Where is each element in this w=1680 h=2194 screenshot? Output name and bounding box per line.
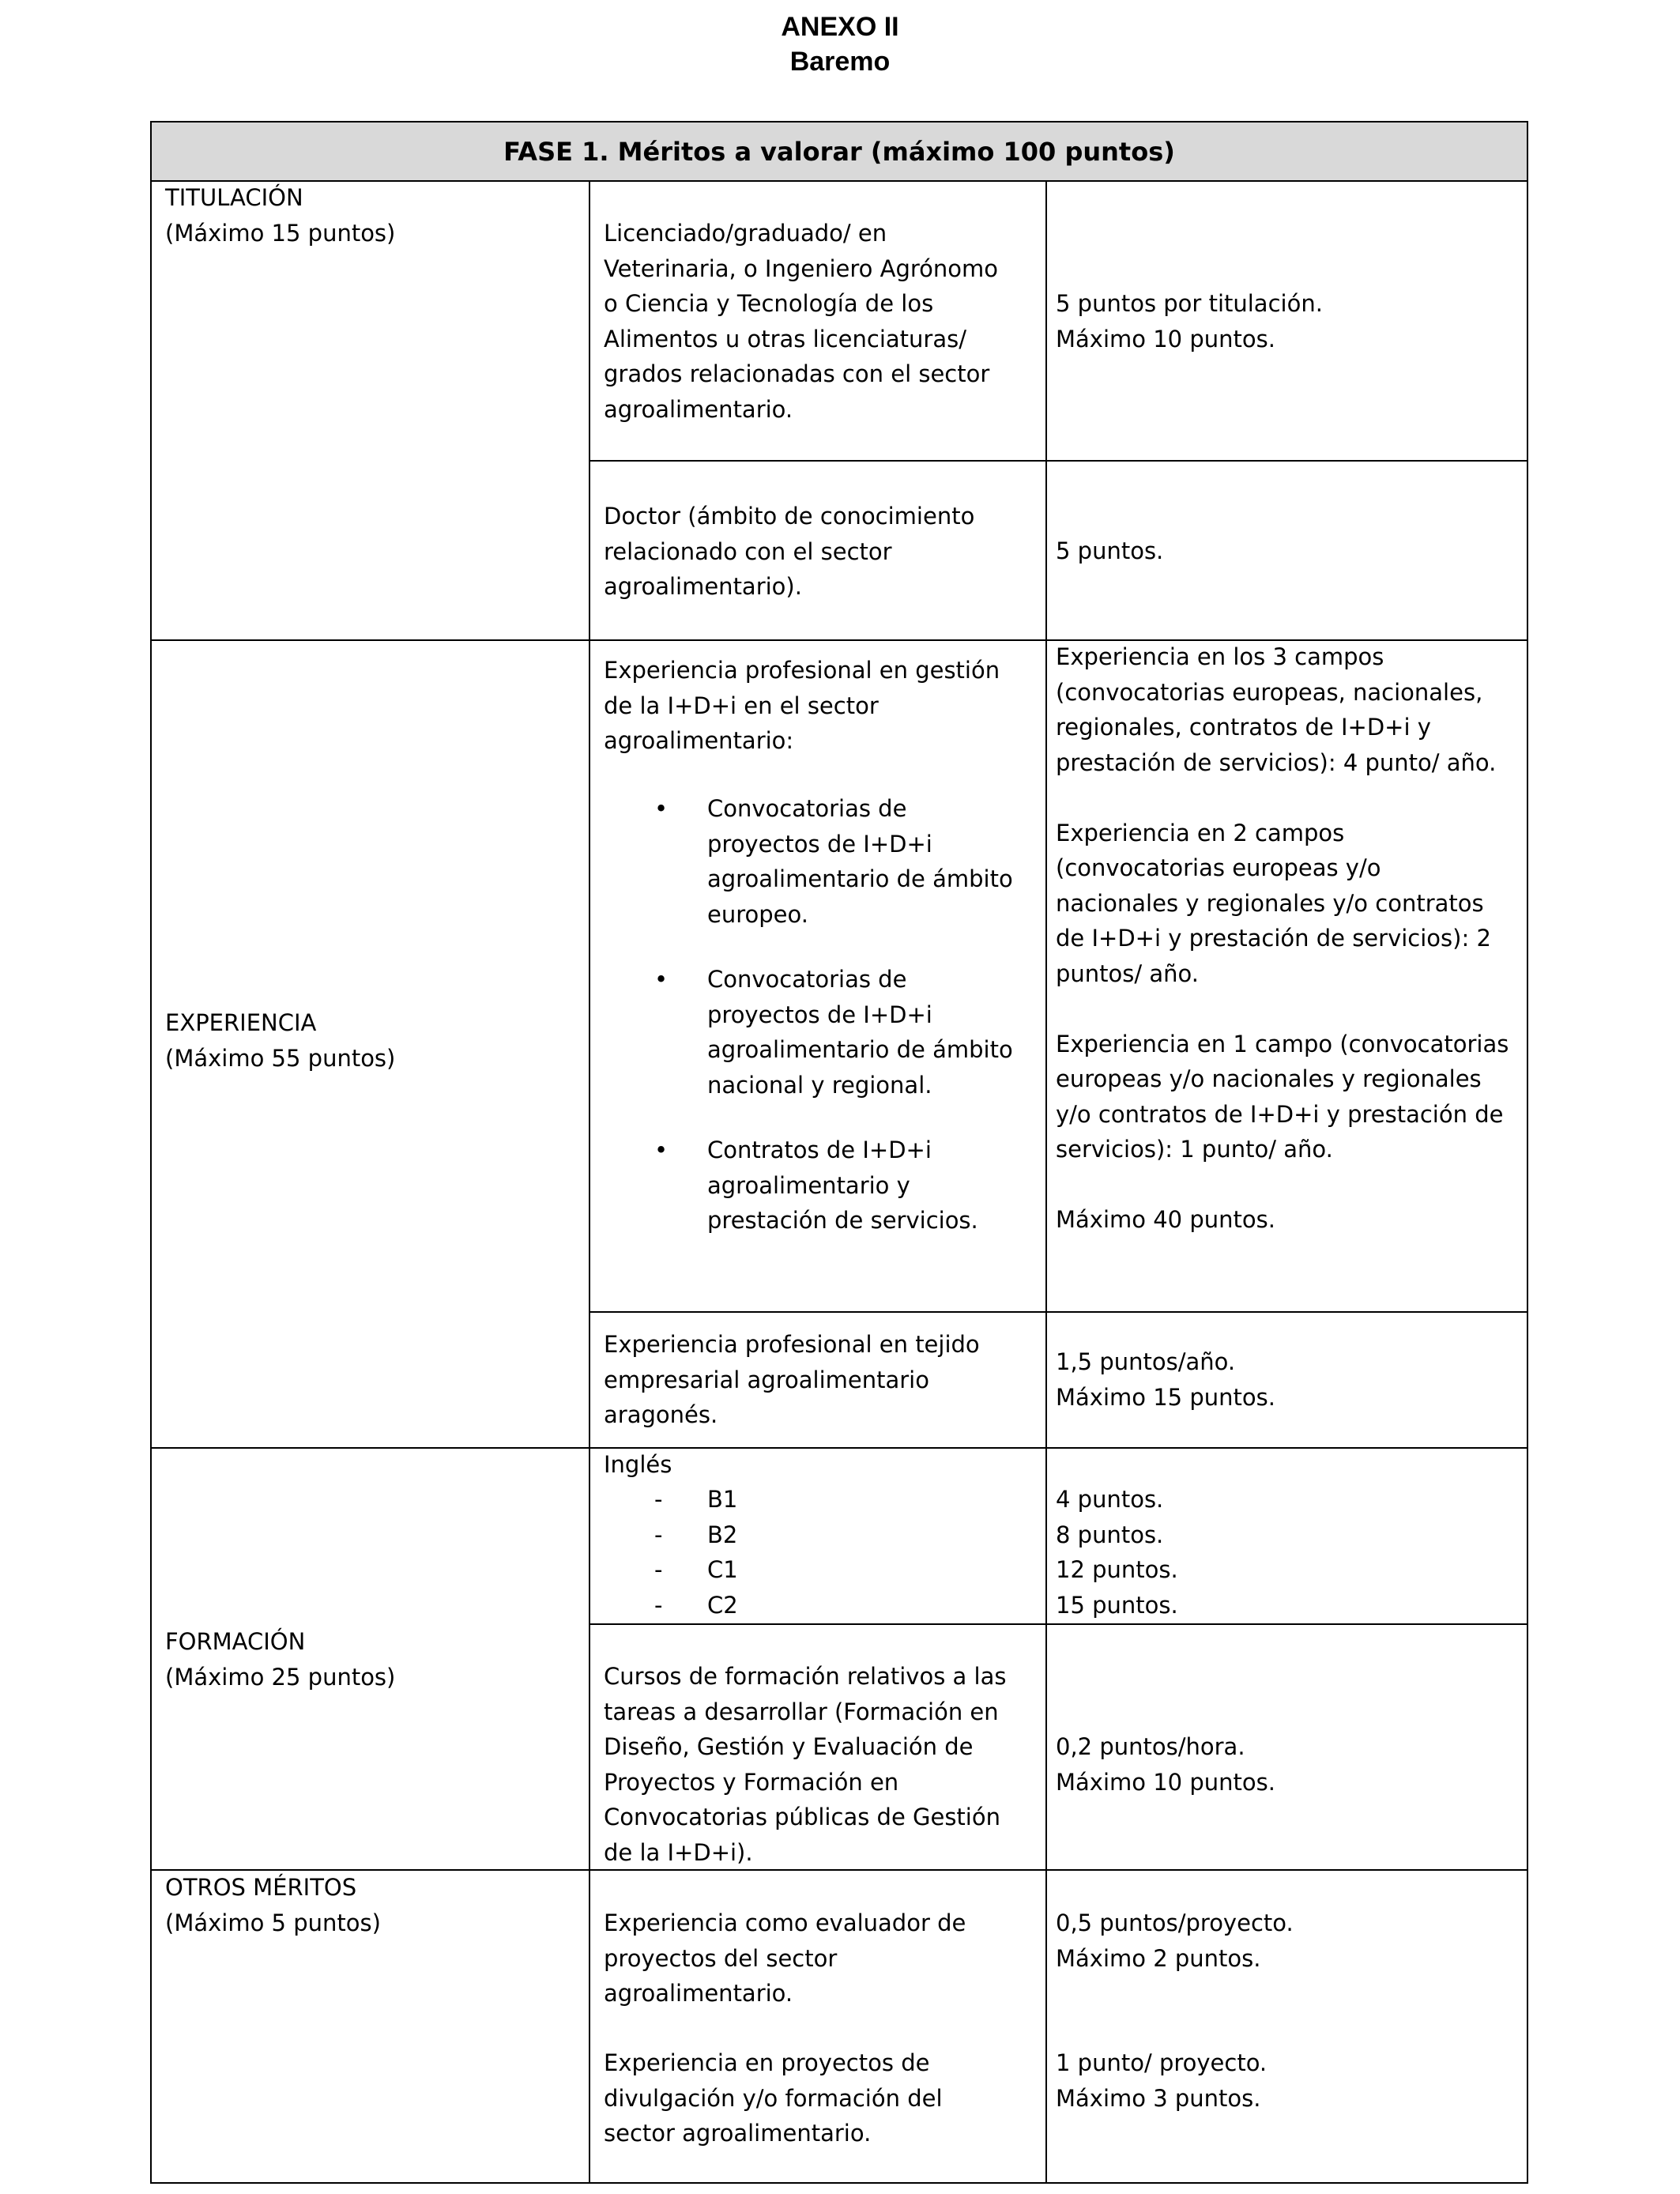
score-cursos-formacion: 0,2 puntos/hora. Máximo 10 puntos. bbox=[1056, 1733, 1275, 1796]
dash-icon: - bbox=[654, 1591, 663, 1619]
merit-evaluador: Experiencia como evaluador de proyectos del sector agroalimentario. bbox=[604, 1909, 966, 2007]
score-evaluador: 0,5 puntos/proyecto. Máximo 2 puntos. bbox=[1056, 1909, 1294, 1972]
bullet-text: Convocatorias de proyectos de I+D+i agroalimentario de ámbito europeo. bbox=[707, 795, 1013, 928]
page-subtitle: Baremo bbox=[789, 47, 891, 77]
list-item bbox=[604, 791, 1046, 932]
row-divider-doctor bbox=[589, 460, 1527, 462]
bullet-text: Convocatorias de proyectos de I+D+i agroalimentario de ámbito nacional y regional. bbox=[707, 966, 1013, 1099]
merit-divulgacion: Experiencia en proyectos de divulgación y/o formación del sector agroalimentario. bbox=[604, 2049, 943, 2147]
list-item bbox=[604, 1482, 1046, 1517]
row-divider-cursos bbox=[589, 1623, 1527, 1625]
level-label: C1 bbox=[707, 1556, 738, 1583]
column-divider-1 bbox=[589, 180, 590, 2182]
ingles-levels-list bbox=[604, 1482, 1046, 1623]
row-divider-tejido bbox=[589, 1311, 1527, 1313]
merit-gestion-idi: Experiencia profesional en gestión de la I+D+i en el sector agroalimentario: bbox=[604, 657, 1000, 754]
category-otros-meritos: OTROS MÉRITOS (Máximo 5 puntos) bbox=[165, 1874, 381, 1936]
list-item bbox=[604, 962, 1046, 1103]
score-gestion-idi: Experiencia en los 3 campos (convocatorias europeas, nacionales, regionales, contratos de I+D+i y prestación de servicios): 4 punto/ año. Experiencia en 2 campos (convocatorias europeas y/o nacionales y regionales y/o contratos de I+D+i y prestación de servicios): 2 puntos/ año. Experiencia en 1 campo (convocatorias europeas y/o nacionales y regionales y/o contratos de I+D+i y prestación de servicios): 1 punto/ año. Máximo 40 puntos. bbox=[1056, 643, 1509, 1233]
dash-icon: - bbox=[654, 1521, 663, 1548]
experiencia-bullet-list bbox=[604, 791, 1046, 1269]
merit-licenciado: Licenciado/graduado/ en Veterinaria, o Ingeniero Agrónomo o Ciencia y Tecnología de los Alimentos u otras licenciaturas/ grados relacionadas con el sector agroalimentario. bbox=[604, 220, 999, 423]
score-tejido-empresarial: 1,5 puntos/año. Máximo 15 puntos. bbox=[1056, 1348, 1275, 1411]
list-item bbox=[604, 1552, 1046, 1588]
bullet-icon: • bbox=[654, 795, 669, 822]
scoring-table bbox=[150, 121, 1528, 2184]
merit-tejido-empresarial: Experiencia profesional en tejido empresarial agroalimentario aragonés. bbox=[604, 1331, 980, 1428]
category-formacion: FORMACIÓN (Máximo 25 puntos) bbox=[165, 1628, 396, 1691]
list-item bbox=[604, 1588, 1046, 1623]
level-label: C2 bbox=[707, 1591, 738, 1619]
merit-cursos-formacion: Cursos de formación relativos a las tareas a desarrollar (Formación en Diseño, Gestión y Evaluación de Proyectos y Formación en Convocatorias públicas de Gestión de la I+D+i). bbox=[604, 1663, 1007, 1866]
category-experiencia: EXPERIENCIA (Máximo 55 puntos) bbox=[165, 1009, 396, 1072]
score-doctor: 5 puntos. bbox=[1056, 537, 1164, 564]
bullet-text: Contratos de I+D+i agroalimentario y prestación de servicios. bbox=[707, 1137, 978, 1234]
merit-ingles: Inglés bbox=[604, 1451, 672, 1478]
level-label: B1 bbox=[707, 1486, 738, 1513]
score-ingles: 4 puntos. 8 puntos. 12 puntos. 15 puntos. bbox=[1056, 1486, 1178, 1619]
bullet-icon: • bbox=[654, 1137, 669, 1163]
dash-icon: - bbox=[654, 1556, 663, 1583]
bullet-icon: • bbox=[654, 966, 669, 993]
page-title: ANEXO II bbox=[781, 12, 899, 42]
level-label: B2 bbox=[707, 1521, 738, 1548]
list-item bbox=[604, 1133, 1046, 1238]
score-licenciado: 5 puntos por titulación. Máximo 10 puntos. bbox=[1056, 290, 1323, 352]
merit-doctor: Doctor (ámbito de conocimiento relacionado con el sector agroalimentario). bbox=[604, 503, 975, 600]
list-item bbox=[604, 1517, 1046, 1553]
score-divulgacion: 1 punto/ proyecto. Máximo 3 puntos. bbox=[1056, 2049, 1268, 2112]
dash-icon: - bbox=[654, 1486, 663, 1513]
phase-header: FASE 1. Méritos a valorar (máximo 100 puntos) bbox=[152, 123, 1527, 182]
document-header bbox=[0, 9, 1680, 79]
category-titulacion: TITULACIÓN (Máximo 15 puntos) bbox=[165, 184, 396, 247]
